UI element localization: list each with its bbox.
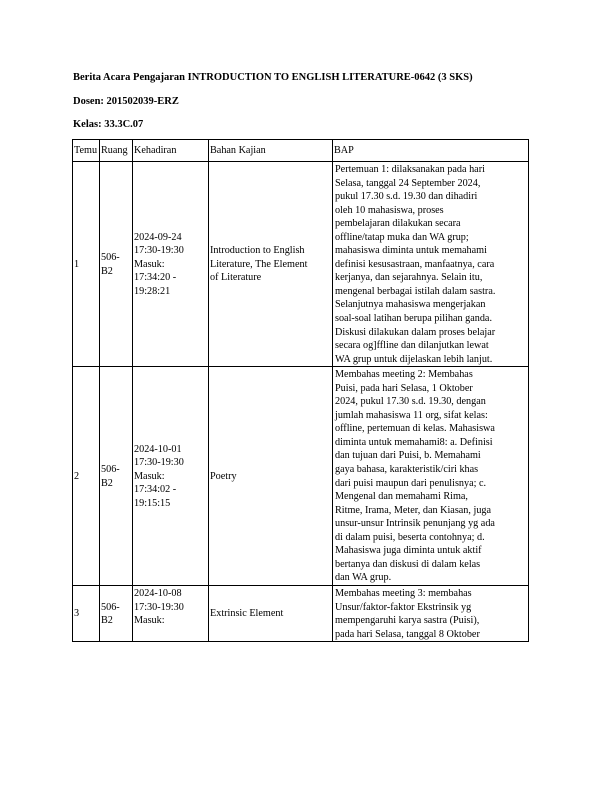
kehadiran-out: 19:28:21	[134, 285, 171, 297]
kehadiran-time: 17:30-19:30	[134, 601, 184, 613]
cell-kehadiran	[133, 162, 209, 367]
bahan-line: Introduction to English	[210, 245, 305, 257]
bap-line: Pertemuan 1: dilaksanakan pada hari	[335, 164, 485, 175]
bap-line: di dalam puisi, beserta contohnya; d.	[335, 531, 485, 543]
bap-line: secara og]ffline dan dilanjutkan lewat	[335, 340, 489, 352]
bap-line: bertanya dan diskusi di dalam kelas	[335, 558, 481, 570]
bap-line: mengenal berbagai istilah dalam sastra.	[335, 285, 496, 297]
bap-line: offline, pertemuan di kelas. Mahasiswa	[335, 423, 495, 435]
kehadiran-time: 17:30-19:30	[134, 457, 184, 469]
bahan-line: Literature, The Element	[210, 258, 308, 270]
bap-line: diminta untuk memahami8: a. Definisi	[335, 436, 493, 448]
bap-line: offline/tatap muka dan WA grup;	[335, 231, 469, 243]
cell-bahan-kajian	[209, 162, 333, 367]
cell-bahan-kajian	[209, 367, 333, 586]
cell-bap	[333, 162, 529, 367]
bahan-line: Extrinsic Element	[210, 608, 284, 620]
bap-line: Puisi, pada hari Selasa, 1 Oktober	[335, 382, 473, 394]
bap-line: Mengenal dan memahami Rima,	[335, 491, 468, 503]
bap-line: oleh 10 mahasiswa, proses	[335, 204, 444, 216]
col-header-ruang: Ruang	[100, 140, 133, 162]
bap-line: jumlah mahasiswa 11 org, sifat kelas:	[335, 409, 488, 421]
col-header-bahan-kajian: Bahan Kajian	[209, 140, 333, 162]
kehadiran-in: 17:34:02 -	[134, 484, 177, 496]
bap-line: dan tujuan dari Puisi, b. Memahami	[335, 450, 481, 462]
bap-line: Selasa, tanggal 24 September 2024,	[335, 177, 481, 189]
cell-temu: 1	[73, 162, 100, 367]
cell-temu: 3	[73, 585, 100, 641]
table-header-row	[73, 140, 529, 162]
course-name: INTRODUCTION TO ENGLISH LITERATURE-0642 (3 SKS)	[187, 72, 473, 83]
bap-line: 2024, pukul 17.30 s.d. 19.30, dengan	[335, 396, 486, 408]
cell-ruang	[100, 585, 133, 641]
bap-line: Unsur/faktor-faktor Ekstrinsik yg	[335, 601, 472, 613]
kehadiran-date: 2024-10-08	[134, 587, 182, 599]
bap-line: definisi kesusastraan, manfaatnya, cara	[335, 258, 495, 270]
ruang-line: B2	[101, 265, 113, 277]
bap-line: dan WA grup.	[335, 572, 392, 584]
class-line: Kelas: 33.3C.07	[73, 119, 144, 130]
kehadiran-label: Masuk:	[134, 258, 165, 270]
bahan-line: Poetry	[210, 470, 237, 482]
bap-line: pembelajaran dilakukan secara	[335, 218, 461, 230]
ruang-line: 506-	[101, 252, 120, 264]
col-header-temu: Temu	[73, 140, 100, 162]
bap-line: WA grup untuk dijelaskan lebih lanjut.	[335, 353, 493, 365]
bap-line: mahasiswa diminta untuk memahami	[335, 245, 487, 257]
bap-line: Mahasiswa juga diminta untuk aktif	[335, 545, 482, 557]
bap-line: kerjanya, dan sejarahnya. Selain itu,	[335, 272, 483, 284]
col-header-kehadiran: Kehadiran	[133, 140, 209, 162]
bap-line: gaya bahasa, karakteristik/ciri khas	[335, 464, 479, 476]
title-prefix: Berita Acara Pengajaran	[73, 72, 185, 83]
cell-temu: 2	[73, 367, 100, 586]
bap-line: soal-soal latihan berupa pilihan ganda.	[335, 313, 493, 325]
kehadiran-date: 2024-09-24	[134, 231, 182, 243]
ruang-line: B2	[101, 615, 113, 627]
ruang-line: 506-	[101, 601, 120, 613]
bap-line: Membahas meeting 3: membahas	[335, 587, 472, 599]
cell-kehadiran	[133, 585, 209, 641]
cell-ruang	[100, 367, 133, 586]
bap-line: pukul 17.30 s.d. 19.30 dan dihadiri	[335, 191, 478, 203]
kehadiran-date: 2024-10-01	[134, 443, 182, 455]
ruang-line: B2	[101, 477, 113, 489]
bap-line: pada hari Selasa, tanggal 8 Oktober	[335, 628, 480, 640]
bap-line: mempengaruhi karya sastra (Puisi),	[335, 615, 480, 627]
ruang-line: 506-	[101, 464, 120, 476]
table-row	[73, 367, 529, 586]
kehadiran-in: 17:34:20 -	[134, 272, 177, 284]
bap-line: Selanjutnya mahasiswa mengerjakan	[335, 299, 486, 311]
kehadiran-time: 17:30-19:30	[134, 245, 184, 257]
cell-bap	[333, 585, 529, 641]
attendance-table	[72, 139, 529, 642]
bap-line: dari puisi maupun dari penulisnya; c.	[335, 477, 487, 489]
lecturer-line: Dosen: 201502039-ERZ	[73, 96, 179, 107]
bap-line: Diskusi dilakukan dalam proses belajar	[335, 326, 496, 338]
kehadiran-label: Masuk:	[134, 615, 165, 627]
cell-kehadiran	[133, 367, 209, 586]
cell-ruang	[100, 162, 133, 367]
document-title	[73, 72, 473, 83]
kehadiran-label: Masuk:	[134, 470, 165, 482]
bahan-line: of Literature	[210, 272, 262, 284]
cell-bap	[333, 367, 529, 586]
bap-line: unsur-unsur Intrinsik penunjang yg ada	[335, 518, 495, 530]
col-header-bap: BAP	[333, 140, 529, 162]
bap-line: Ritme, Irama, Meter, dan Kiasan, juga	[335, 504, 492, 516]
table-row	[73, 162, 529, 367]
cell-bahan-kajian	[209, 585, 333, 641]
kehadiran-out: 19:15:15	[134, 497, 171, 509]
table-row	[73, 585, 529, 641]
bap-line: Membahas meeting 2: Membahas	[335, 369, 473, 381]
